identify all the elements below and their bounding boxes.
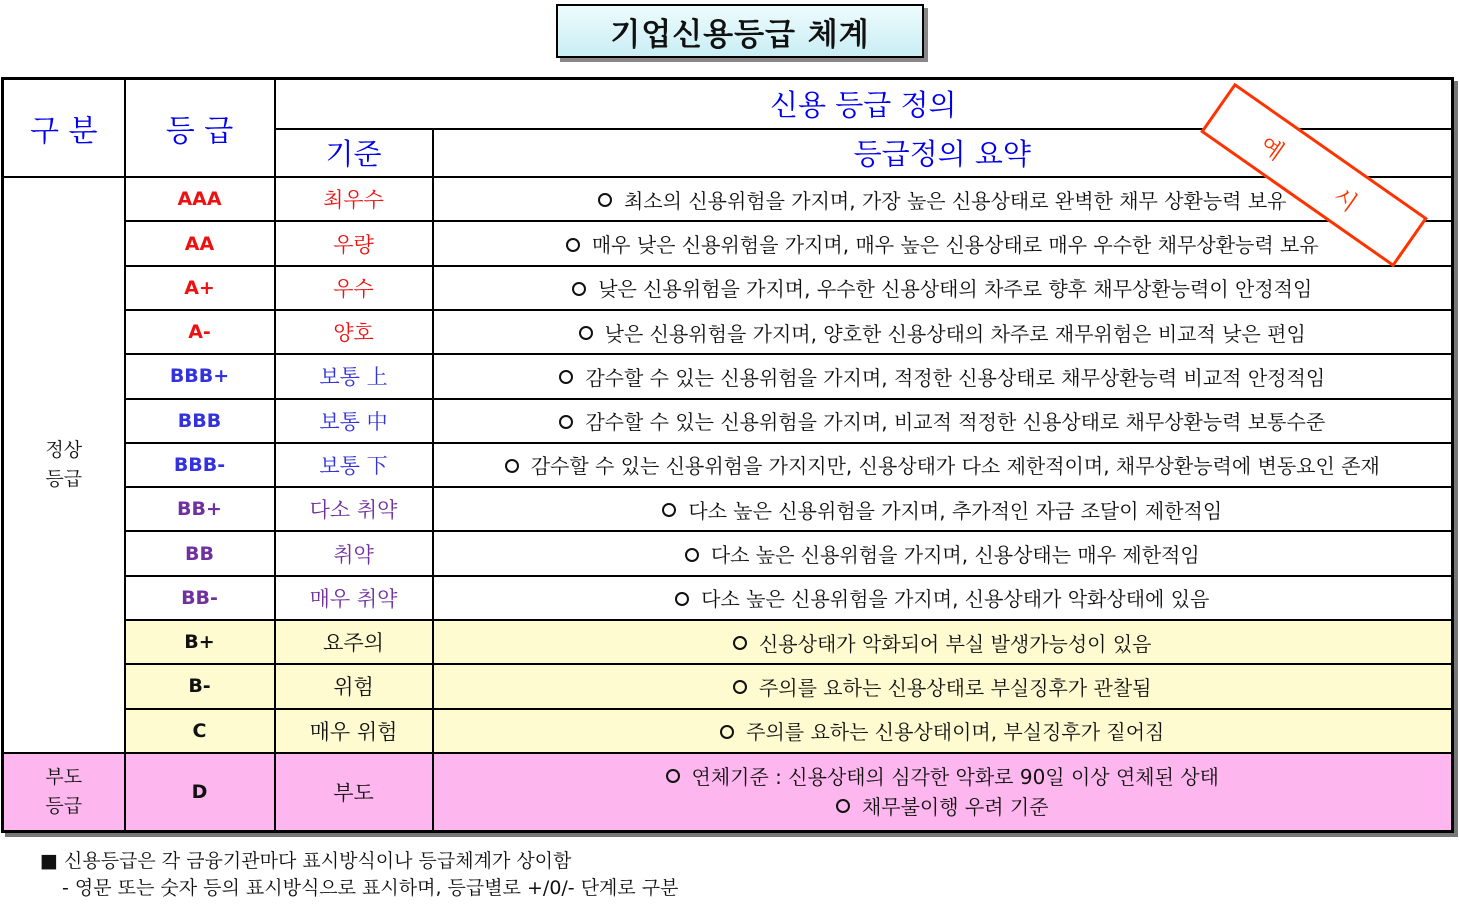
table-row — [3, 221, 1453, 265]
bullet-icon — [836, 799, 850, 813]
desc-text: 최소의 신용위험을 가지며, 가장 높은 신용상태로 완벽한 채무 상환능력 보유 — [624, 188, 1287, 213]
table-row — [3, 443, 1453, 487]
footnote-1: ■ 신용등급은 각 금융기관마다 표시방식이나 등급체계가 상이함 — [40, 850, 572, 872]
desc-cell — [433, 753, 1453, 832]
header-criteria: 기준 — [275, 129, 433, 177]
level-cell: 요주의 — [275, 620, 433, 664]
category-default-line2: 등급 — [45, 794, 83, 817]
desc-text: 낮은 신용위험을 가지며, 양호한 신용상태의 차주로 재무위험은 비교적 낮은 편임 — [604, 321, 1306, 346]
grade-cell: A- — [125, 310, 275, 354]
desc-cell — [433, 354, 1453, 398]
desc-cell — [433, 399, 1453, 443]
desc-text: 채무불이행 우려 기준 — [861, 794, 1049, 819]
table-row — [3, 399, 1453, 443]
level-cell: 보통 上 — [275, 354, 433, 398]
example-stamp: 예 시 — [1200, 83, 1428, 268]
table-row — [3, 266, 1453, 310]
footnote-2: - 영문 또는 숫자 등의 표시방식으로 표시하며, 등급별로 +/0/- 단계로 구분 — [62, 877, 679, 899]
desc-cell — [433, 221, 1453, 265]
category-normal — [3, 177, 125, 753]
footnotes — [40, 848, 679, 902]
header-category: 구 분 — [3, 79, 125, 178]
desc-text: 낮은 신용위험을 가지며, 우수한 신용상태의 차주로 향후 채무상환능력이 안정적임 — [598, 277, 1313, 302]
grade-cell: B- — [125, 664, 275, 708]
table-row — [3, 620, 1453, 664]
desc-text: 다소 높은 신용위험을 가지며, 추가적인 자금 조달이 제한적임 — [688, 498, 1223, 523]
level-cell: 보통 中 — [275, 399, 433, 443]
grade-cell: BB — [125, 531, 275, 575]
level-cell: 최우수 — [275, 177, 433, 221]
grade-cell: BBB+ — [125, 354, 275, 398]
header-definition: 신용 등급 정의 — [275, 79, 1453, 129]
bullet-icon — [559, 415, 573, 429]
level-cell: 다소 취약 — [275, 487, 433, 531]
grade-cell: AA — [125, 221, 275, 265]
level-cell: 매우 위험 — [275, 709, 433, 753]
category-normal-line1: 정상 — [45, 438, 83, 461]
grade-cell: BBB — [125, 399, 275, 443]
desc-cell — [433, 664, 1453, 708]
bullet-icon — [505, 459, 519, 473]
bullet-icon — [662, 503, 676, 517]
table-row — [3, 354, 1453, 398]
desc-cell — [433, 443, 1453, 487]
bullet-icon — [733, 680, 747, 694]
grade-cell: C — [125, 709, 275, 753]
grade-cell: D — [125, 753, 275, 832]
desc-text: 주의를 요하는 신용상태이며, 부실징후가 짙어짐 — [746, 720, 1165, 745]
desc-cell — [433, 487, 1453, 531]
desc-text: 연체기준 : 신용상태의 심각한 악화로 90일 이상 연체된 상태 — [691, 764, 1219, 789]
desc-line — [434, 762, 1452, 792]
desc-text: 매우 낮은 신용위험을 가지며, 매우 높은 신용상태로 매우 우수한 채무상환능력 보유 — [591, 233, 1319, 258]
bullet-icon — [572, 282, 586, 296]
desc-cell — [433, 576, 1453, 620]
grade-cell: B+ — [125, 620, 275, 664]
level-cell: 보통 下 — [275, 443, 433, 487]
desc-cell — [433, 310, 1453, 354]
level-cell: 양호 — [275, 310, 433, 354]
grade-cell: BB+ — [125, 487, 275, 531]
desc-cell — [433, 709, 1453, 753]
desc-cell — [433, 531, 1453, 575]
desc-text: 주의를 요하는 신용상태로 부실징후가 관찰됨 — [758, 675, 1152, 700]
desc-text: 감수할 수 있는 신용위험을 가지지만, 신용상태가 다소 제한적이며, 채무상환능력에 변동요인 존재 — [530, 454, 1380, 479]
desc-text: 신용상태가 악화되어 부실 발생가능성이 있음 — [758, 631, 1152, 656]
credit-grade-table — [1, 77, 1454, 833]
table-row-default — [3, 753, 1453, 832]
table-row — [3, 664, 1453, 708]
bullet-icon — [733, 636, 747, 650]
desc-text: 다소 높은 신용위험을 가지며, 신용상태는 매우 제한적임 — [710, 543, 1200, 568]
grade-cell: AAA — [125, 177, 275, 221]
level-cell: 매우 취약 — [275, 576, 433, 620]
grade-cell: BB- — [125, 576, 275, 620]
bullet-icon — [598, 193, 612, 207]
bullet-icon — [675, 592, 689, 606]
bullet-icon — [685, 548, 699, 562]
table-row — [3, 310, 1453, 354]
header-summary: 등급정의 요약 — [433, 129, 1453, 177]
category-default — [3, 753, 125, 832]
table-row — [3, 177, 1453, 221]
level-cell: 취약 — [275, 531, 433, 575]
level-cell: 우량 — [275, 221, 433, 265]
desc-text: 감수할 수 있는 신용위험을 가지며, 비교적 적정한 신용상태로 채무상환능력 보통수준 — [585, 410, 1326, 435]
level-cell: 부도 — [275, 753, 433, 832]
bullet-icon — [720, 725, 734, 739]
desc-cell — [433, 266, 1453, 310]
desc-cell — [433, 620, 1453, 664]
bullet-icon — [666, 769, 680, 783]
desc-text: 감수할 수 있는 신용위험을 가지며, 적정한 신용상태로 채무상환능력 비교적 안정적임 — [585, 365, 1326, 390]
grade-cell: BBB- — [125, 443, 275, 487]
desc-line — [434, 792, 1452, 822]
bullet-icon — [579, 326, 593, 340]
table-row — [3, 576, 1453, 620]
header-grade: 등 급 — [125, 79, 275, 178]
level-cell: 위험 — [275, 664, 433, 708]
page-title: 기업신용등급 체계 — [556, 4, 924, 58]
level-cell: 우수 — [275, 266, 433, 310]
bullet-icon — [566, 238, 580, 252]
desc-text: 다소 높은 신용위험을 가지며, 신용상태가 악화상태에 있음 — [701, 587, 1210, 612]
table-row — [3, 487, 1453, 531]
bullet-icon — [559, 370, 573, 384]
category-default-line1: 부도 — [45, 765, 83, 788]
table-row — [3, 531, 1453, 575]
grade-cell: A+ — [125, 266, 275, 310]
category-normal-line2: 등급 — [45, 467, 83, 490]
table-row — [3, 709, 1453, 753]
